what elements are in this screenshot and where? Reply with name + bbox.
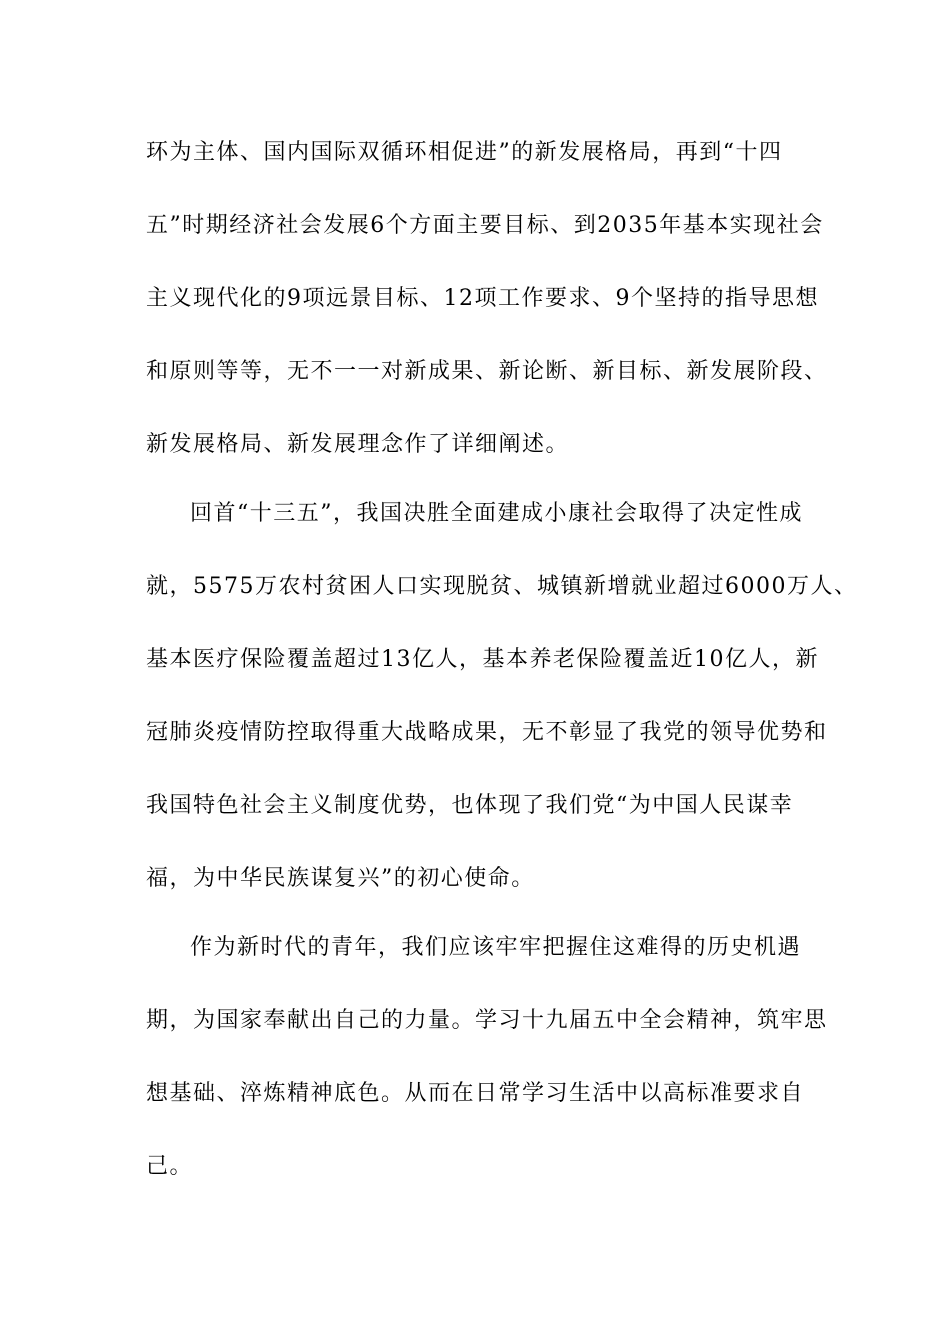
text-line: 冠肺炎疫情防控取得重大战略成果，无不彰显了我党的领导优势和 [146,720,828,745]
text-line: 就，5575万农村贫困人口实现脱贫、城镇新增就业超过6000万人、 [146,574,858,599]
text-line: 福，为中华民族谋复兴”的初心使命。 [146,866,535,891]
text-line: 己。 [146,1154,194,1179]
text-line: 我国特色社会主义制度优势，也体现了我们党“为中国人民谋幸 [146,793,794,818]
text-line: 新发展格局、新发展理念作了详细阐述。 [146,432,570,457]
text-line: 环为主体、国内国际双循环相促进”的新发展格局，再到“十四 [146,140,783,165]
text-line: 和原则等等，无不一一对新成果、新论断、新目标、新发展阶段、 [146,359,828,384]
text-line: 期，为国家奉献出自己的力量。学习十九届五中全会精神，筑牢思 [146,1008,828,1033]
paragraph-first-line: 作为新时代的青年，我们应该牢牢把握住这难得的历史机遇 [190,935,802,960]
text-line: 基本医疗保险覆盖超过13亿人，基本养老保险覆盖近10亿人，新 [146,647,819,672]
text-line: 想基础、淬炼精神底色。从而在日常学习生活中以高标准要求自 [146,1081,805,1106]
text-line: 五”时期经济社会发展6个方面主要目标、到2035年基本实现社会 [146,213,824,238]
paragraph-first-line: 回首“十三五”，我国决胜全面建成小康社会取得了决定性成 [190,501,803,526]
text-line: 主义现代化的9项远景目标、12项工作要求、9个坚持的指导思想 [146,286,819,311]
